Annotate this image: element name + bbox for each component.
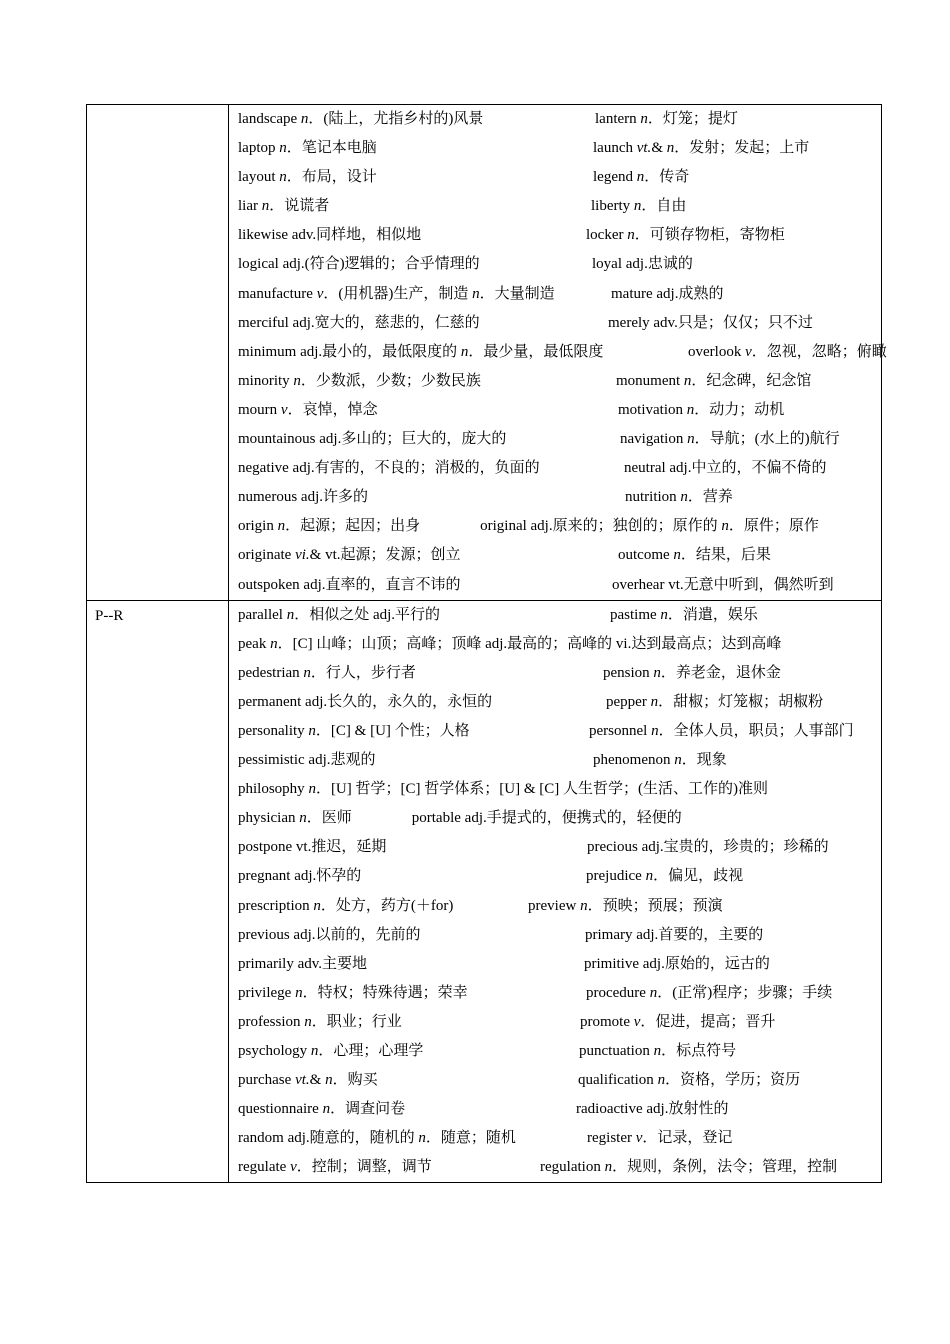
vocab-row <box>238 221 873 250</box>
word-entry: neutral adj.中立的，不偏不倚的 <box>624 460 827 477</box>
word-entry: likewise adv.同样地，相似地 <box>238 227 422 244</box>
vocab-row <box>238 804 873 833</box>
vocab-row <box>238 571 873 600</box>
word-entry: pedestrian n．行人，步行者 <box>238 664 416 681</box>
word-entry: negative adj.有害的，不良的；消极的，负面的 <box>238 460 540 477</box>
word-entry: merely adv.只是；仅仅；只不过 <box>608 314 813 331</box>
word-entry: register v．记录，登记 <box>587 1130 733 1147</box>
vocab-row <box>238 1066 873 1095</box>
vocab-row <box>238 1153 873 1182</box>
vocab-row <box>238 163 873 192</box>
vocab-row <box>238 134 873 163</box>
vocab-row <box>238 688 873 717</box>
word-entry: origin n．起源；起因；出身 <box>238 518 421 535</box>
section-label: P--R <box>87 601 229 1183</box>
vocabulary-table <box>86 104 887 1183</box>
word-entry: numerous adj.许多的 <box>238 489 368 506</box>
word-entry: launch vt.& n．发射；发起；上市 <box>593 140 810 157</box>
word-entry: privilege n．特权；特殊待遇；荣幸 <box>238 984 468 1001</box>
word-entry: portable adj.手提式的，便携式的，轻便的 <box>411 810 682 827</box>
vocab-row <box>238 338 887 367</box>
word-entry: loyal adj.忠诚的 <box>592 256 693 273</box>
word-entry: minority n．少数派，少数；少数民族 <box>238 372 481 389</box>
section-l-o <box>87 105 887 600</box>
word-entry: prejudice n．偏见，歧视 <box>586 868 744 885</box>
vocab-row <box>238 979 873 1008</box>
word-entry: outcome n．结果，后果 <box>618 547 771 564</box>
word-entry: merciful adj.宽大的，慈悲的，仁慈的 <box>238 314 480 331</box>
word-entry: pregnant adj.怀孕的 <box>238 868 362 885</box>
word-entry: pastime n．消遣，娱乐 <box>610 606 758 623</box>
word-entry: random adj.随意的，随机的 n．随意；随机 <box>238 1130 516 1147</box>
word-entry: regulate v．控制；调整，调节 <box>238 1159 432 1176</box>
vocab-row <box>238 396 873 425</box>
word-entry: primarily adv.主要地 <box>238 955 368 972</box>
section-label <box>87 105 229 600</box>
word-entry: personality n．[C] & [U] 个性；人格 <box>238 722 470 739</box>
word-entry: radioactive adj.放射性的 <box>576 1101 729 1118</box>
word-entry: postpone vt.推迟，延期 <box>238 839 387 856</box>
word-entry: originate vi.& vt.起源；发源；创立 <box>238 547 461 564</box>
vocab-row <box>238 862 873 891</box>
word-entry: pension n．养老金，退休金 <box>603 664 781 681</box>
word-entry: punctuation n．标点符号 <box>579 1043 737 1059</box>
vocab-row <box>238 950 873 979</box>
vocab-row <box>238 425 873 454</box>
word-entry: logical adj.(符合)逻辑的；合乎情理的 <box>238 256 480 273</box>
vocab-row <box>238 367 873 396</box>
vocab-row <box>238 309 873 338</box>
word-entry: philosophy n．[U] 哲学；[C] 哲学体系；[U] & [C] 人生哲学；(生活、工作的)准则 <box>238 781 768 798</box>
word-entry: questionnaire n．调查问卷 <box>238 1101 406 1118</box>
word-entry: layout n．布局，设计 <box>238 169 377 186</box>
section-p-r <box>87 600 881 1183</box>
word-entry: mountainous adj.多山的；巨大的，庞大的 <box>238 431 507 448</box>
vocab-row <box>238 512 873 541</box>
vocab-row <box>238 105 873 134</box>
word-entry: liberty n．自由 <box>591 198 687 215</box>
word-entry: psychology n．心理；心理学 <box>238 1043 424 1059</box>
word-entry: lantern n．灯笼；提灯 <box>595 111 738 127</box>
word-entry: personnel n．全体人员，职员；人事部门 <box>589 722 854 739</box>
word-entry: primary adj.首要的，主要的 <box>585 926 764 943</box>
word-entry: procedure n．(正常)程序；步骤；手续 <box>586 984 833 1001</box>
word-entry: physician n．医师 <box>238 810 352 827</box>
word-entry: permanent adj.长久的，永久的，永恒的 <box>238 693 493 710</box>
section-body <box>229 105 887 600</box>
word-entry: purchase vt.& n．购买 <box>238 1072 378 1089</box>
word-entry: nutrition n．营养 <box>625 489 733 506</box>
vocab-row <box>238 280 873 309</box>
word-entry: original adj.原来的；独创的；原作的 n．原件；原作 <box>480 518 819 535</box>
word-entry: locker n．可锁存物柜，寄物柜 <box>586 227 785 244</box>
word-entry: legend n．传奇 <box>593 169 690 186</box>
word-entry: precious adj.宝贵的，珍贵的；珍稀的 <box>587 839 829 856</box>
vocab-row <box>238 541 873 570</box>
vocab-row <box>238 630 873 659</box>
vocab-row <box>238 483 873 512</box>
vocab-row <box>238 775 873 804</box>
word-entry: mourn v．哀悼，悼念 <box>238 401 378 418</box>
word-entry: pepper n．甜椒；灯笼椒；胡椒粉 <box>606 693 824 710</box>
word-entry: previous adj.以前的，先前的 <box>238 926 421 943</box>
vocab-row <box>238 833 873 862</box>
vocab-row <box>238 921 873 950</box>
vocab-row <box>238 250 873 279</box>
word-entry: parallel n．相似之处 adj.平行的 <box>238 606 441 623</box>
word-entry: motivation n．动力；动机 <box>618 401 785 418</box>
word-entry: profession n．职业；行业 <box>238 1013 402 1030</box>
vocab-row <box>238 892 873 921</box>
word-entry: landscape n．(陆上，尤指乡村的)风景 <box>238 111 484 127</box>
vocab-row <box>238 1008 873 1037</box>
vocab-row <box>238 192 873 221</box>
word-entry: navigation n．导航；(水上的)航行 <box>620 431 840 448</box>
vocab-row <box>238 746 873 775</box>
vocab-row <box>238 1037 873 1066</box>
word-entry: preview n．预映；预展；预演 <box>528 897 723 914</box>
vocab-row <box>238 659 873 688</box>
word-entry: peak n．[C] 山峰；山顶；高峰；顶峰 adj.最高的；高峰的 vi.达到最高点；达到高峰 <box>238 635 782 652</box>
word-entry: prescription n．处方，药方(＋for) <box>238 897 454 914</box>
vocab-row <box>238 1124 873 1153</box>
word-entry: manufacture v．(用机器)生产，制造 n．大量制造 <box>238 285 555 302</box>
word-entry: overhear vt.无意中听到，偶然听到 <box>612 576 834 593</box>
word-entry: phenomenon n．现象 <box>593 752 727 769</box>
word-entry: laptop n．笔记本电脑 <box>238 140 377 157</box>
word-entry: mature adj.成熟的 <box>611 285 724 302</box>
word-entry: promote v．促进，提高；晋升 <box>580 1013 776 1030</box>
word-entry: pessimistic adj.悲观的 <box>238 752 376 769</box>
word-entry: liar n．说谎者 <box>238 198 330 215</box>
word-entry: minimum adj.最小的，最低限度的 n．最少量，最低限度 <box>238 343 604 360</box>
word-entry: overlook v．忽视，忽略；俯瞰 <box>688 343 887 360</box>
vocab-row <box>238 1095 873 1124</box>
word-entry: regulation n．规则，条例，法令；管理，控制 <box>540 1159 838 1176</box>
vocab-row <box>238 601 873 630</box>
vocab-row <box>238 454 873 483</box>
section-body <box>229 601 881 1183</box>
word-entry: primitive adj.原始的，远古的 <box>584 955 770 972</box>
word-entry: monument n．纪念碑，纪念馆 <box>616 372 812 389</box>
word-entry: outspoken adj.直率的，直言不讳的 <box>238 576 461 593</box>
word-entry: qualification n．资格，学历；资历 <box>578 1072 801 1089</box>
vocab-row <box>238 717 873 746</box>
